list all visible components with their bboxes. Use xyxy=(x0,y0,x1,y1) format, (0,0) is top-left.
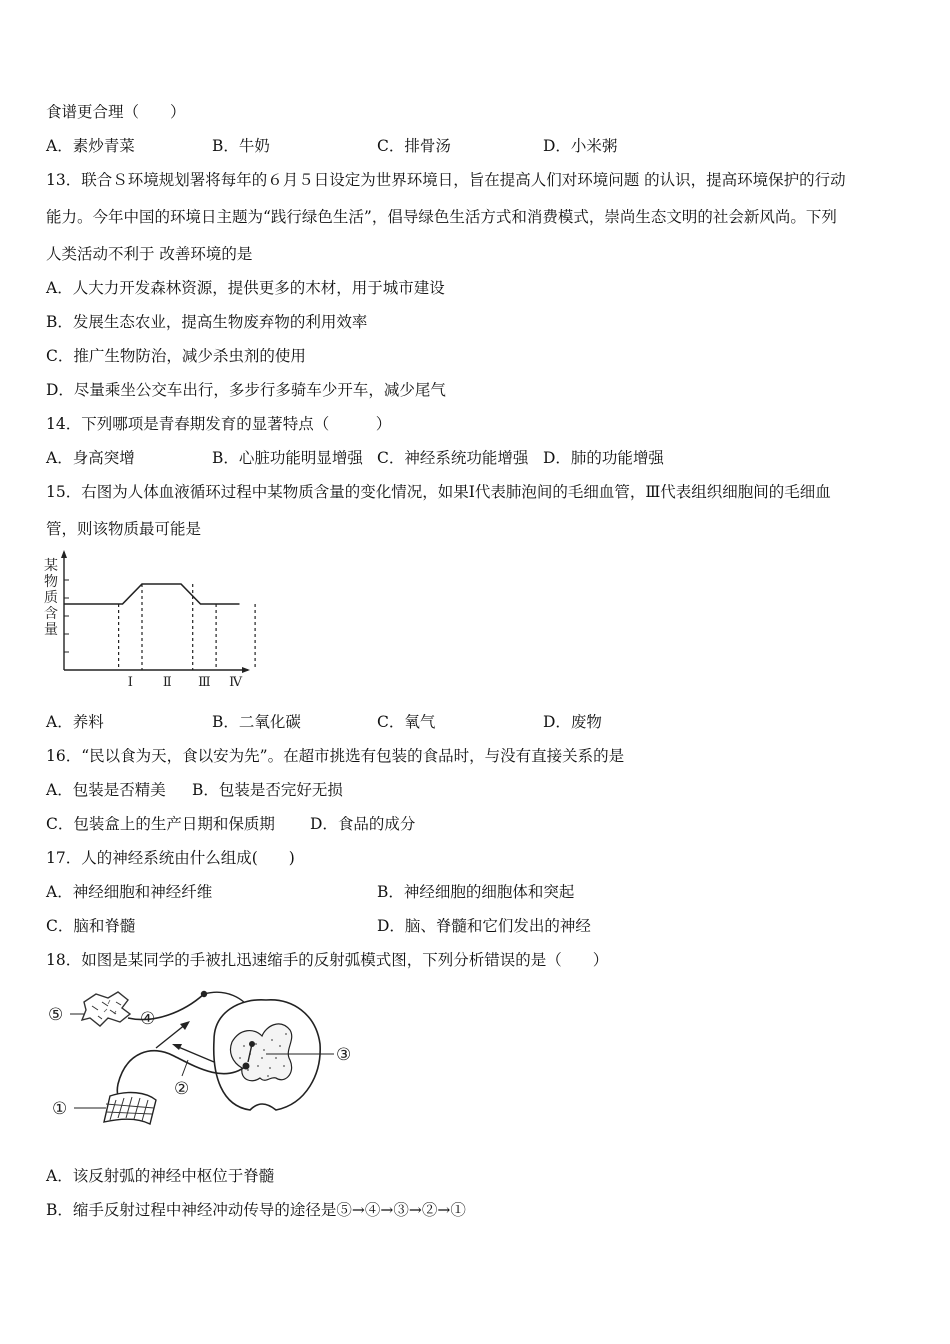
q17-stem: 17．人的神经系统由什么组成( ) xyxy=(46,849,295,867)
chart-ylabel-char: 物 xyxy=(44,574,58,590)
q12-option-d[interactable]: D．小米粥 xyxy=(543,137,618,155)
q18-option-b[interactable]: B．缩手反射过程中神经冲动传导的途径是⑤→④→③→②→① xyxy=(46,1201,466,1219)
arrow-4-head xyxy=(180,1021,190,1030)
chart-x-arrow xyxy=(242,667,250,673)
chart-xlabels xyxy=(128,675,243,690)
arrow-2-head xyxy=(172,1044,182,1050)
q15-stem-line2: 管，则该物质最可能是 xyxy=(46,520,202,538)
q16-option-d[interactable]: D．食品的成分 xyxy=(310,815,416,833)
label-5: ⑤ xyxy=(48,1005,64,1025)
reflex-arc-diagram xyxy=(44,984,364,1134)
q17-option-b[interactable]: B．神经细胞的细胞体和突起 xyxy=(377,883,575,901)
q13-option-c[interactable]: C．推广生物防治，减少杀虫剂的使用 xyxy=(46,347,306,365)
label-1: ① xyxy=(52,1099,68,1119)
q16-option-a[interactable]: A．包装是否精美 xyxy=(46,781,166,799)
q18-option-a[interactable]: A．该反射弧的神经中枢位于脊髓 xyxy=(46,1167,275,1185)
q17-option-d[interactable]: D．脑、脊髓和它们发出的神经 xyxy=(377,917,591,935)
q14-option-a[interactable]: A．身高突增 xyxy=(46,449,135,467)
q13-stem-line1: 13．联合Ｓ环境规划署将每年的６月５日设定为世界环境日，旨在提高人们对环境问题 的认识，提高环境保护的行动 xyxy=(46,171,846,189)
q17-option-c[interactable]: C．脑和脊髓 xyxy=(46,917,136,935)
chart-series-line xyxy=(64,584,240,604)
q14-option-b[interactable]: B．心脏功能明显增强 xyxy=(212,449,363,467)
q16-option-b[interactable]: B．包装是否完好无损 xyxy=(192,781,343,799)
label-2: ② xyxy=(174,1079,190,1099)
q16-option-c[interactable]: C．包装盒上的生产日期和保质期 xyxy=(46,815,275,833)
q15-stem-line1: 15．右图为人体血液循环过程中某物质含量的变化情况，如果Ⅰ代表肺泡间的毛细血管，Ⅲ代表组织细胞间的毛细血 xyxy=(46,483,831,501)
chart-yticks xyxy=(64,580,69,652)
label-3: ③ xyxy=(336,1045,352,1065)
q15-option-b[interactable]: B．二氧化碳 xyxy=(212,713,301,731)
q16-stem: 16．“民以食为天，食以安为先”。在超市挑选有包装的食品时，与没有直接关系的是 xyxy=(46,747,625,765)
q15-chart xyxy=(40,550,260,692)
receptor-skin xyxy=(82,992,130,1026)
chart-ylabel xyxy=(44,557,58,638)
chart-xlabel: Ⅳ xyxy=(229,675,243,690)
q15-option-d[interactable]: D．废物 xyxy=(543,713,602,731)
q13-stem-line3: 人类活动不利于 改善环境的是 xyxy=(46,245,253,263)
q17-option-a[interactable]: A．神经细胞和神经纤维 xyxy=(46,883,213,901)
chart-xlabel: Ⅰ xyxy=(127,675,133,690)
chart-xlabel: Ⅲ xyxy=(198,675,211,690)
effector-muscle xyxy=(104,1093,156,1124)
chart-y-arrow xyxy=(61,550,67,558)
chart-ylabel-char: 质 xyxy=(44,590,58,606)
q18-stem: 18．如图是某同学的手被扎迅速缩手的反射弧模式图，下列分析错误的是（ ） xyxy=(46,951,609,969)
label-4: ④ xyxy=(140,1009,156,1029)
q12-option-b[interactable]: B．牛奶 xyxy=(212,137,270,155)
q13-stem-line2: 能力。今年中国的环境日主题为“践行绿色生活”，倡导绿色生活方式和消费模式，崇尚生态文明的社会新风尚。下列 xyxy=(46,208,837,226)
chart-xlabel: Ⅱ xyxy=(162,675,172,690)
q12-stem-tail: 食谱更合理（ ） xyxy=(46,103,186,121)
q13-option-b[interactable]: B．发展生态农业，提高生物废弃物的利用效率 xyxy=(46,313,368,331)
q12-option-c[interactable]: C．排骨汤 xyxy=(377,137,451,155)
q12-option-a[interactable]: A．素炒青菜 xyxy=(46,137,135,155)
q13-option-a[interactable]: A．人大力开发森林资源，提供更多的木材，用于城市建设 xyxy=(46,279,445,297)
q14-option-d[interactable]: D．肺的功能增强 xyxy=(543,449,664,467)
q14-option-c[interactable]: C．神经系统功能增强 xyxy=(377,449,529,467)
q13-option-d[interactable]: D．尽量乘坐公交车出行，多步行多骑车少开车，减少尾气 xyxy=(46,381,446,399)
chart-ylabel-char: 含 xyxy=(44,606,58,622)
q15-option-c[interactable]: C．氧气 xyxy=(377,713,436,731)
q14-stem: 14．下列哪项是青春期发育的显著特点（ ） xyxy=(46,415,392,433)
chart-dashes xyxy=(119,584,256,670)
chart-ylabel-char: 量 xyxy=(44,622,58,638)
q15-option-a[interactable]: A．养料 xyxy=(46,713,104,731)
chart-ylabel-char: 某 xyxy=(44,558,58,574)
